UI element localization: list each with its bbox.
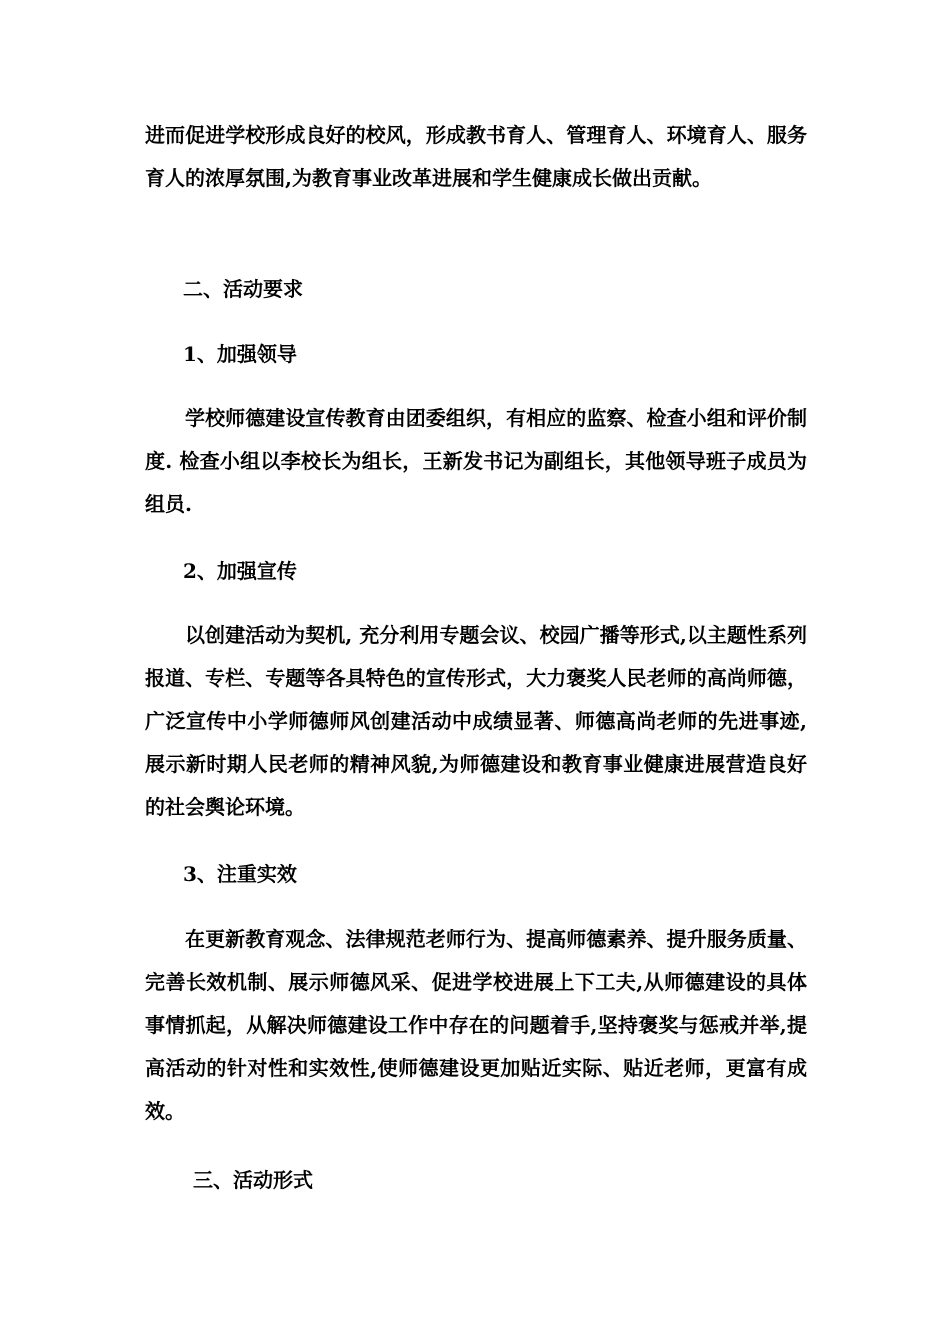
item3-paragraph: 在更新教育观念、法律规范老师行为、提高师德素养、提升服务质量、完善长效机制、展示师德风采、促进学校进展上下工夫,从师德建设的具体事情抓起，从解决师德建设工作中存在的问题着手,坚持褒奖与惩戒并举,提高活动的针对性和实效性,使师德建设更加贴近实际、贴近老师，更富有成效。 [145, 927, 807, 1123]
item1-paragraph: 学校师德建设宣传教育由团委组织，有相应的监察、检查小组和评价制度. 检查小组以李校长为组长，王新发书记为副组长，其他领导班子成员为组员. [145, 406, 807, 516]
item2-paragraph: 以创建活动为契机, 充分利用专题会议、校园广播等形式,以主题性系列报道、专栏、专题等各具特色的宣传形式，大力褒奖人民老师的高尚师德，广泛宣传中小学师德师风创建活动中成绩显著、师德高尚老师的先进事迹,展示新时期人民老师的精神风貌,为师德建设和教育事业健康进展营造良好的社会舆论环境。 [145, 623, 807, 819]
item1-heading: 1、加强领导 [183, 342, 297, 366]
section2-heading: 二、活动要求 [183, 277, 303, 301]
item3-heading: 3、注重实效 [183, 862, 297, 886]
intro-paragraph: 进而促进学校形成良好的校风，形成教书育人、管理育人、环境育人、服务育人的浓厚氛围,为教育事业改革进展和学生健康成长做出贡献。 [145, 123, 807, 190]
item2-heading: 2、加强宣传 [183, 559, 297, 583]
section3-heading: 三、活动形式 [193, 1168, 313, 1192]
